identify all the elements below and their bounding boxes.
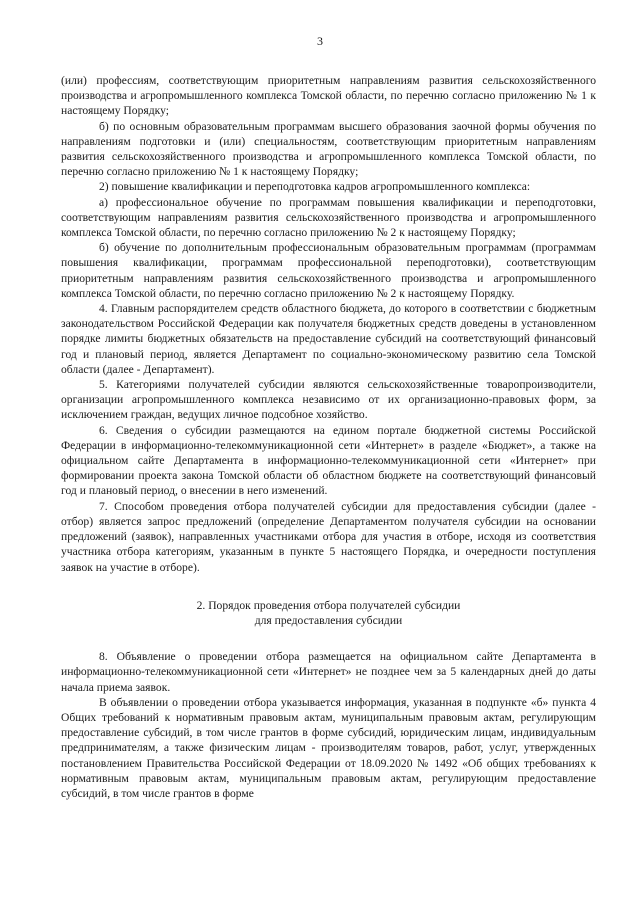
paragraph: 5. Категориями получателей субсидии являются сельскохозяйственные товаропроизводители, организации агропромышленного комплекса независимо от их организационно-правовых форм, за исключением граждан, ведущих личное подсобное хозяйство. (61, 378, 596, 422)
document-body (61, 73, 596, 801)
section-heading (61, 598, 596, 628)
section-heading-line: для предоставления субсидии (254, 613, 403, 627)
paragraph: 7. Способом проведения отбора получателей субсидии для предоставления субсидии (далее - отбор) является запрос предложений (определение Департаментом получателя субсидии на основании предложений (заявок), направленных участниками отбора для участия в отборе, исходя из соответствия участника отбора категориям, указанным в пункте 5 настоящего Порядка, и очередности поступления заявок на участие в отборе). (61, 499, 596, 574)
paragraph: В объявлении о проведении отбора указывается информация, указанная в подпункте «б» пункта 4 Общих требований к нормативным правовым актам, муниципальным правовым актам, регулирующим предоставление субсидий, в том числе грантов в форме субсидий, юридическим лицам, индивидуальным предпринимателям, а также физическим лицам - производителям товаров, работ, услуг, утвержденных постановлением Правительства Российской Федерации от 18.09.2020 № 1492 «Об общих требованиях к нормативным правовым актам, муниципальным правовым актам, регулирующим предоставление субсидий, в том числе грантов в форме (61, 695, 596, 800)
section-heading-line: 2. Порядок проведения отбора получателей субсидии (196, 598, 461, 612)
paragraph: 8. Объявление о проведении отбора размещается на официальном сайте Департамента в информационно-телекоммуникационной сети «Интернет» не позднее чем за 5 календарных дней до даты начала приема заявок. (61, 650, 596, 694)
paragraph: б) обучение по дополнительным профессиональным образовательным программам (программам повышения квалификации, программам профессиональной переподготовки), соответствующим приоритетным направлениям развития сельскохозяйственного производства и агропромышленного комплекса Томской области, по перечню согласно приложению № 2 к настоящему Порядку. (61, 241, 596, 300)
paragraph: 2) повышение квалификации и переподготовка кадров агропромышленного комплекса: (99, 180, 531, 194)
paragraph: б) по основным образовательным программам высшего образования заочной формы обучения по направлениям подготовки и (или) специальностям, соответствующим приоритетным направлениям развития сельскохозяйственного производства и агропромышленного комплекса Томской области, по перечню согласно приложению № 1 к настоящему Порядку; (61, 119, 596, 179)
paragraph: 4. Главным распорядителем средств областного бюджета, до которого в соответствии с бюджетным законодательством Российской Федерации как получателя бюджетных средств доведены в установленном порядке лимиты бюджетных обязательств на предоставление субсидий на соответствующий финансовый год и плановый период, является Департамент по социально-экономическому развитию села Томской области (далее - Департамент). (61, 302, 596, 376)
paragraph: 6. Сведения о субсидии размещаются на едином портале бюджетной системы Российской Федерации в информационно-телекоммуникационной сети «Интернет» в разделе «Бюджет», а также на официальном сайте Департамента в информационно-телекоммуникационной сети «Интернет» при формировании проекта закона Томской области об областном бюджете на соответствующий финансовый год и плановый период, о внесении в него изменений. (61, 423, 596, 498)
paragraph: (или) профессиям, соответствующим приоритетным направлениям развития сельскохозяйственного производства и агропромышленного комплекса Томской области, по перечню согласно приложению № 1 к настоящему Порядку; (61, 74, 596, 118)
paragraph: а) профессиональное обучение по программам повышения квалификации и переподготовки, соответствующим направлениям развития сельскохозяйственного производства и агропромышленного комплекса Томской области, по перечню согласно приложению № 2 к настоящему Порядку; (61, 195, 596, 240)
page-number: 3 (317, 34, 323, 48)
